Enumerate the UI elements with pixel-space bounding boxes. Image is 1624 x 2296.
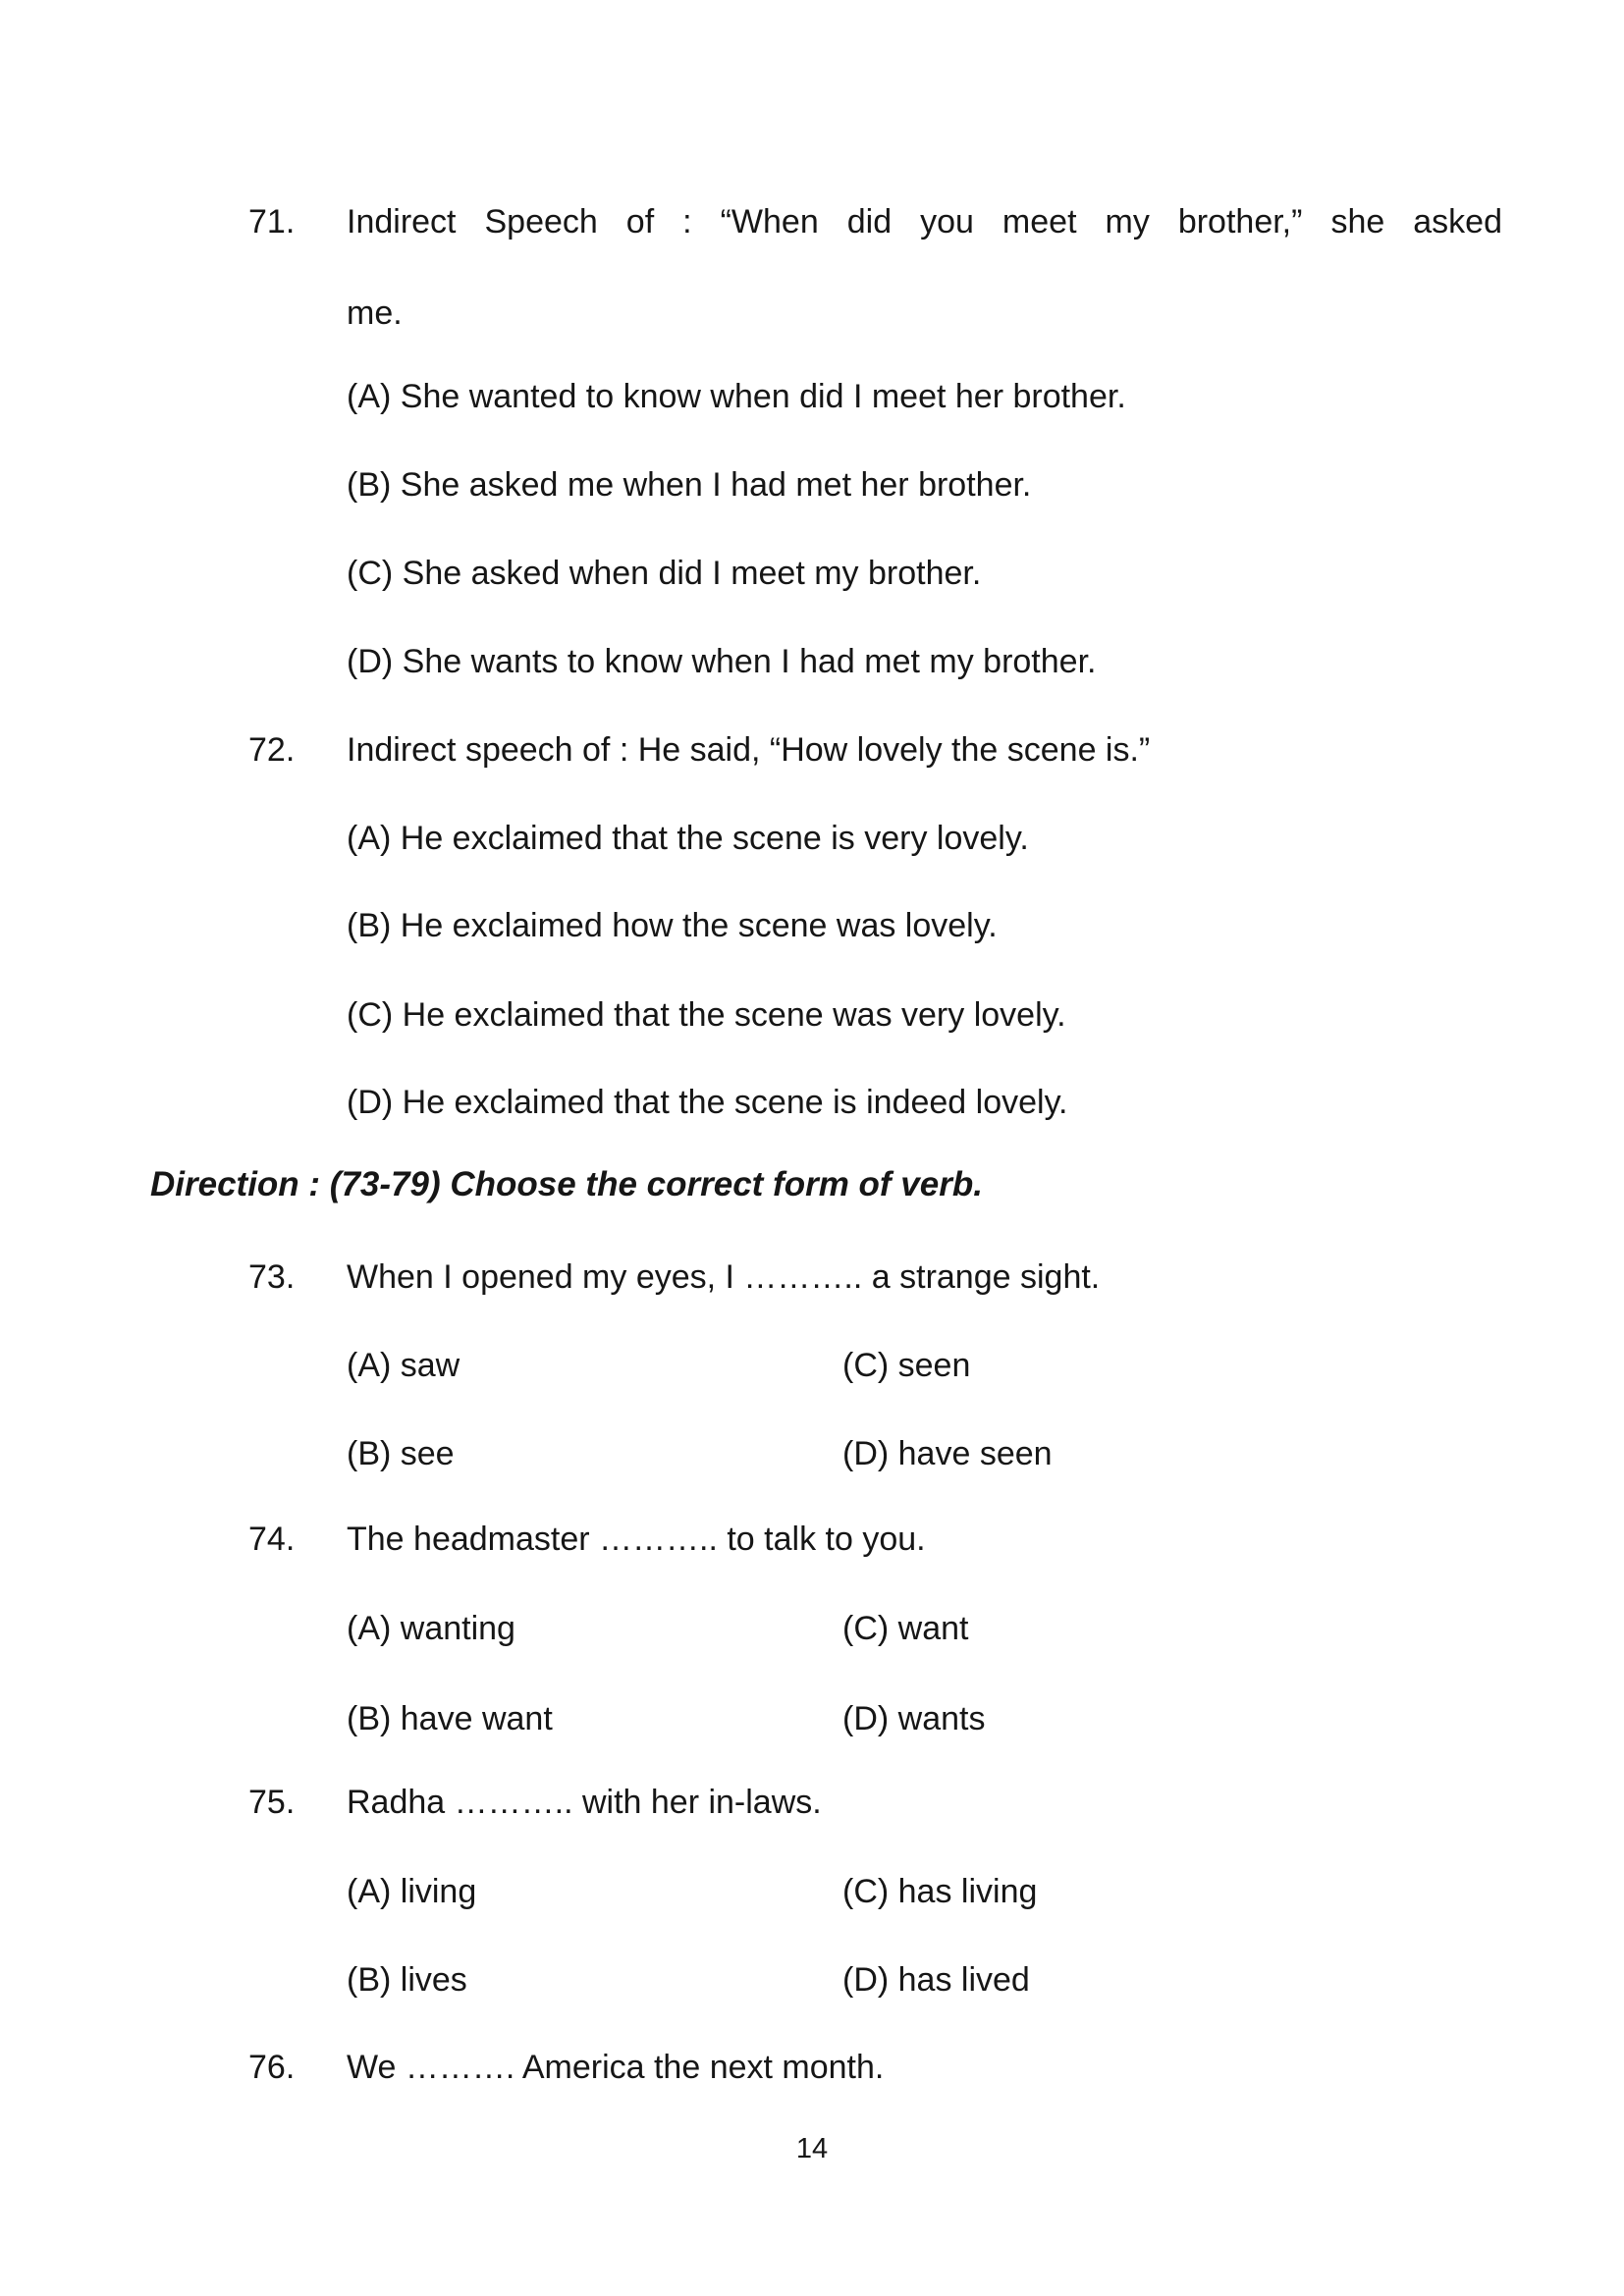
direction-heading: Direction : (73-79) Choose the correct form of verb. — [150, 1165, 983, 1203]
question-74-option-b: (B) have want — [347, 1700, 553, 1737]
question-71-option-d: (D) She wants to know when I had met my brother. — [347, 643, 1097, 680]
question-71-number: 71. — [248, 203, 296, 240]
question-73-number: 73. — [248, 1258, 296, 1296]
question-75-text: Radha ……….. with her in-laws. — [347, 1784, 822, 1821]
question-71-option-c: (C) She asked when did I meet my brother. — [347, 555, 982, 592]
page-number: 14 — [795, 2133, 829, 2164]
question-74-text: The headmaster ……….. to talk to you. — [347, 1521, 926, 1558]
question-72-option-a: (A) He exclaimed that the scene is very lovely. — [347, 820, 1029, 857]
question-73-option-a: (A) saw — [347, 1347, 460, 1384]
question-72-option-b: (B) He exclaimed how the scene was lovely. — [347, 907, 998, 944]
question-72-text: Indirect speech of : He said, “How lovely the scene is.” — [347, 731, 1151, 769]
question-73-option-c: (C) seen — [842, 1347, 971, 1384]
question-76-text: We ………. America the next month. — [347, 2049, 885, 2086]
question-71-option-b: (B) She asked me when I had met her brother. — [347, 466, 1032, 504]
question-74-option-d: (D) wants — [842, 1700, 986, 1737]
question-74-option-c: (C) want — [842, 1610, 969, 1647]
question-73-text: When I opened my eyes, I ……….. a strange sight. — [347, 1258, 1101, 1296]
question-74-option-a: (A) wanting — [347, 1610, 515, 1647]
question-71-text-line2: me. — [347, 294, 403, 332]
question-72-option-c: (C) He exclaimed that the scene was very lovely. — [347, 996, 1066, 1034]
question-74-number: 74. — [248, 1521, 296, 1558]
question-75-option-d: (D) has lived — [842, 1961, 1030, 1999]
question-75-option-a: (A) living — [347, 1873, 477, 1910]
question-73-option-b: (B) see — [347, 1435, 455, 1472]
question-75-number: 75. — [248, 1784, 296, 1821]
question-71-text-line1: Indirect Speech of : “When did you meet my brother,” she asked — [347, 203, 1502, 240]
question-71-option-a: (A) She wanted to know when did I meet her brother. — [347, 378, 1126, 415]
question-75-option-c: (C) has living — [842, 1873, 1038, 1910]
question-72-number: 72. — [248, 731, 296, 769]
question-76-number: 76. — [248, 2049, 296, 2086]
question-73-option-d: (D) have seen — [842, 1435, 1053, 1472]
question-72-option-d: (D) He exclaimed that the scene is indeed lovely. — [347, 1084, 1068, 1121]
question-75-option-b: (B) lives — [347, 1961, 467, 1999]
